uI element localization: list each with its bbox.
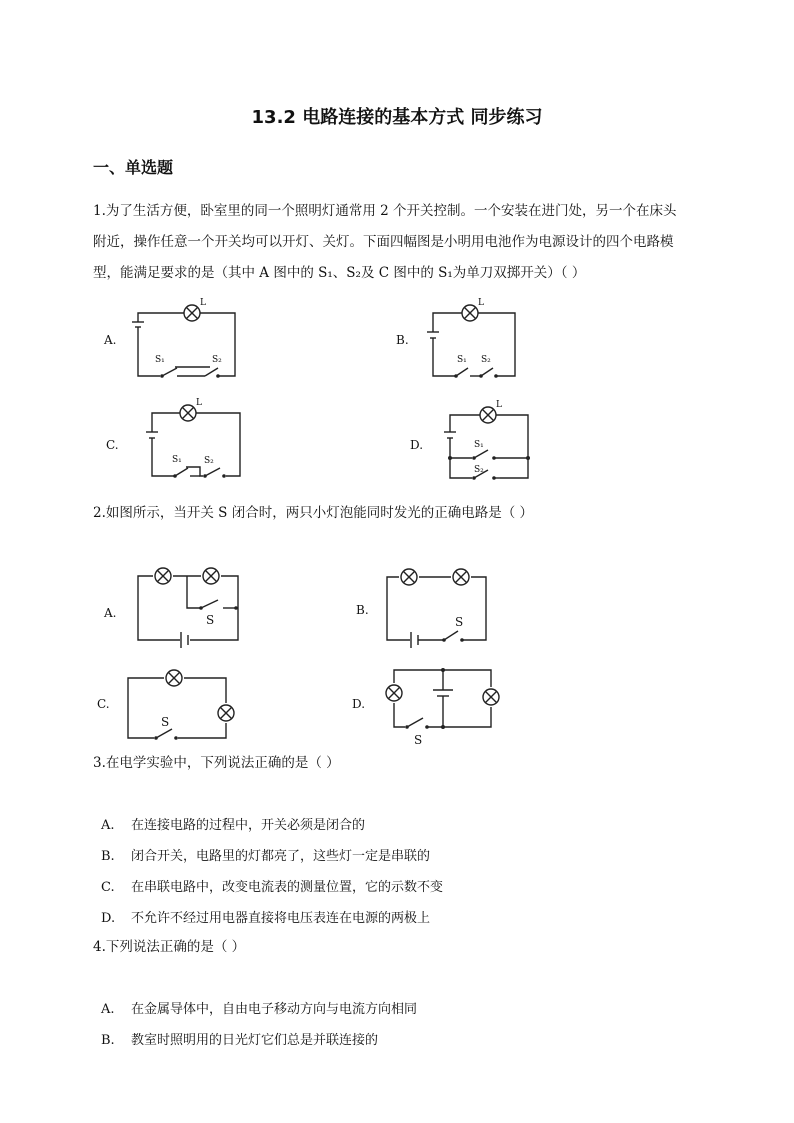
- q1-diagram-b: [427, 298, 515, 378]
- switch-label-s1: S₁: [474, 440, 484, 450]
- option-text: 在金属导体中，自由电子移动方向与电流方向相同: [131, 1002, 418, 1017]
- option-text: 不允许不经过用电器直接将电压表连在电源的两极上: [131, 911, 431, 926]
- switch-label-s2: S₂: [481, 355, 491, 365]
- option-letter: A.: [101, 1002, 115, 1017]
- q1-diagram-c: [146, 398, 240, 478]
- switch-label: S: [206, 613, 215, 627]
- q2-diagram-a: [138, 568, 238, 648]
- option-letter: B.: [101, 1033, 115, 1048]
- page-title: 13.2 电路连接的基本方式 同步练习: [251, 107, 543, 128]
- q1-diagram-a: [132, 298, 235, 378]
- switch-label: S: [161, 715, 170, 729]
- q2-label-a: A.: [104, 606, 117, 620]
- option-letter: B.: [101, 849, 115, 864]
- switch-label-s2: S₂: [212, 355, 222, 365]
- switch-label-s1: S₁: [172, 455, 182, 465]
- q1-label-a: A.: [104, 333, 117, 347]
- q1-text-line2: 附近，操作任意一个开关均可以开灯、关灯。下面四幅图是小明用电池作为电源设计的四个电路模: [93, 234, 674, 250]
- q1-text-line1: 1.为了生活方便，卧室里的同一个照明灯通常用 2 个开关控制。一个安装在进门处，另一个在床头: [93, 203, 677, 219]
- switch-label: S: [455, 615, 464, 629]
- q3-text: 3.在电学实验中，下列说法正确的是（ ）: [93, 755, 340, 771]
- q2-diagram-b: [387, 569, 486, 648]
- option-letter: D.: [101, 911, 116, 926]
- switch-label-s2: S₂: [474, 465, 484, 475]
- switch-label: S: [414, 733, 423, 747]
- option-text: 在连接电路的过程中，开关必须是闭合的: [131, 818, 366, 833]
- q2-text: 2.如图所示，当开关 S 闭合时，两只小灯泡能同时发光的正确电路是（ ）: [93, 505, 534, 521]
- q2-diagram-c: [128, 670, 234, 740]
- option-text: 在串联电路中，改变电流表的测量位置，它的示数不变: [131, 880, 444, 895]
- option-letter: C.: [101, 880, 115, 895]
- option-letter: A.: [101, 818, 115, 833]
- switch-label-s1: S₁: [457, 355, 467, 365]
- option-text: 闭合开关，电路里的灯都亮了，这些灯一定是串联的: [131, 849, 431, 864]
- switch-label-s2: S₂: [204, 456, 214, 466]
- section-heading: 一、单选题: [93, 158, 174, 177]
- lamp-label: L: [496, 400, 502, 410]
- q2-diagram-d: [386, 668, 499, 747]
- lamp-label: L: [478, 298, 484, 308]
- q2-label-d: D.: [352, 697, 366, 711]
- option-text: 教室时照明用的日光灯它们总是并联连接的: [131, 1033, 379, 1048]
- q1-text-line3: 型，能满足要求的是（其中 A 图中的 S₁、S₂及 C 图中的 S₁为单刀双掷开关）（ ）: [93, 265, 586, 281]
- q1-label-d: D.: [410, 438, 424, 452]
- q1-label-b: B.: [396, 333, 409, 347]
- lamp-label: L: [200, 298, 206, 308]
- q1-label-c: C.: [106, 438, 119, 452]
- q2-label-b: B.: [356, 603, 369, 617]
- lamp-label: L: [196, 398, 202, 408]
- q4-text: 4.下列说法正确的是（ ）: [93, 939, 246, 955]
- q2-label-c: C.: [97, 697, 110, 711]
- q1-diagram-d: [444, 400, 530, 480]
- switch-label-s1: S₁: [155, 355, 165, 365]
